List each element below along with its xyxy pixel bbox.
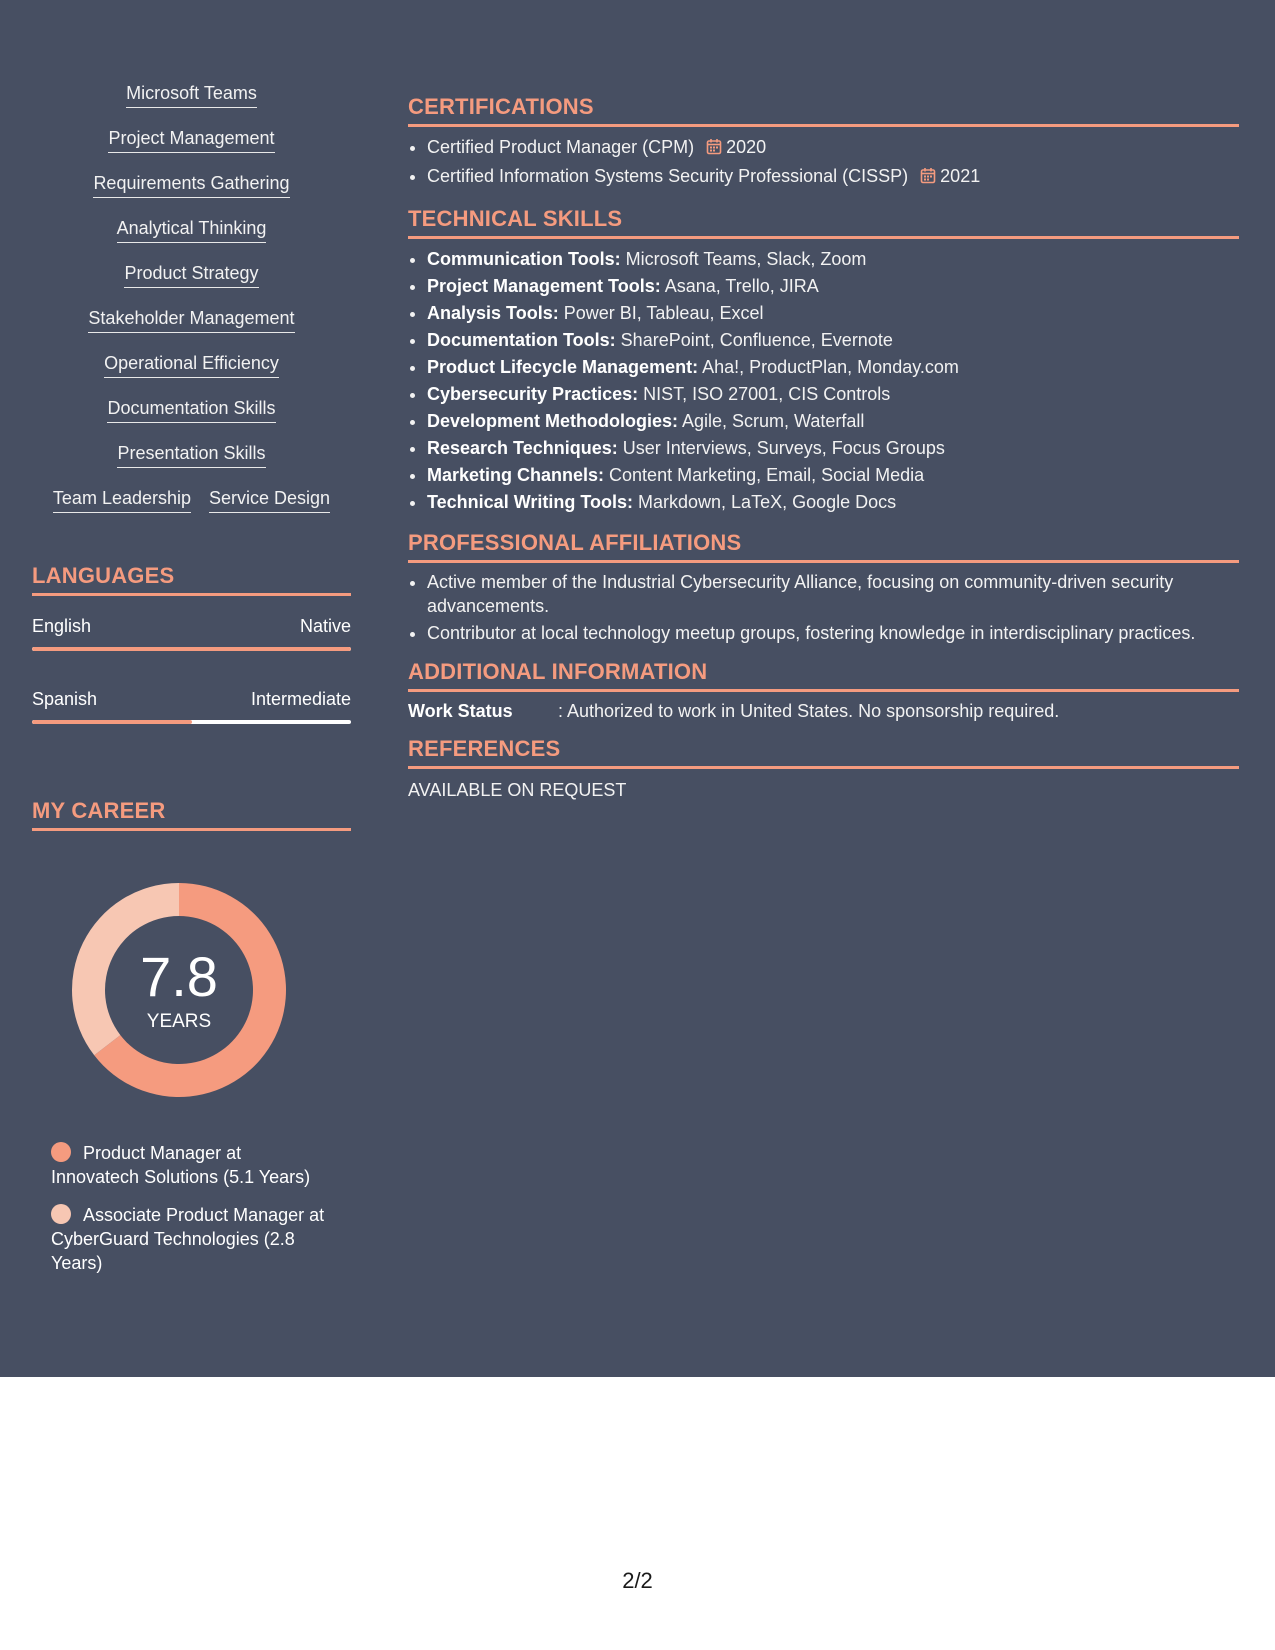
certification-name: Certified Information Systems Security Professional (CISSP) (427, 166, 909, 186)
language-proficiency-bar (32, 720, 351, 724)
technical-skill-item (427, 462, 1239, 489)
technical-skills-list (408, 246, 1239, 516)
affiliations-title: PROFESSIONAL AFFILIATIONS (408, 530, 1239, 563)
technical-skill-label: Communication Tools: (427, 249, 621, 269)
technical-skill-value: Content Marketing, Email, Social Media (604, 465, 925, 485)
affiliation-item: • Active member of the Industrial Cybersecurity Alliance, focusing on community-driven security advancements. (427, 570, 1239, 618)
skill-row (32, 127, 351, 153)
additional-info-title: ADDITIONAL INFORMATION (408, 659, 1239, 692)
career-legend-item (51, 1203, 331, 1275)
references-text: AVAILABLE ON REQUEST (408, 780, 627, 800)
skill-tag: Stakeholder Management (88, 307, 294, 333)
career-legend (51, 1141, 331, 1275)
skill-tag: Project Management (108, 127, 274, 153)
technical-skill-value: Markdown, LaTeX, Google Docs (633, 492, 897, 512)
technical-skill-value: Aha!, ProductPlan, Monday.com (698, 357, 959, 377)
skill-row (32, 217, 351, 243)
technical-skill-item (427, 489, 1239, 516)
legend-label: Product Manager at Innovatech Solutions (5.1 Years) (51, 1143, 311, 1187)
technical-skill-value: Microsoft Teams, Slack, Zoom (620, 249, 867, 269)
certification-year: 2020 (726, 137, 767, 157)
calendar-icon (706, 136, 722, 163)
language-proficiency-bar (32, 647, 351, 651)
left-column (32, 82, 351, 1289)
certification-item (427, 163, 1239, 192)
certification-year: 2021 (940, 166, 981, 186)
career-donut-chart (64, 875, 294, 1105)
skill-row (32, 487, 351, 513)
technical-skill-label: Product Lifecycle Management: (427, 357, 699, 377)
technical-skill-item (427, 408, 1239, 435)
references-title: REFERENCES (408, 736, 1239, 769)
certifications-list (408, 134, 1239, 192)
skill-tag: Requirements Gathering (93, 172, 289, 198)
skill-row (32, 307, 351, 333)
skill-tag: Product Strategy (124, 262, 258, 288)
technical-skill-item (427, 273, 1239, 300)
languages-title: LANGUAGES (32, 563, 351, 596)
legend-label: Associate Product Manager at CyberGuard Technologies (2.8 Years) (51, 1205, 325, 1273)
skill-row (32, 442, 351, 468)
technical-skill-item (427, 435, 1239, 462)
skill-tag: Documentation Skills (107, 397, 275, 423)
certifications-title: CERTIFICATIONS (408, 94, 1239, 127)
technical-skill-item (427, 300, 1239, 327)
work-status-label: Work Status (408, 701, 513, 721)
career-title: MY CAREER (32, 798, 351, 831)
technical-skill-item (427, 327, 1239, 354)
technical-skill-value: Asana, Trello, JIRA (660, 276, 819, 296)
legend-dot (51, 1142, 71, 1162)
language-level: Intermediate (250, 689, 351, 709)
skills-list (32, 82, 351, 513)
technical-skill-value: User Interviews, Surveys, Focus Groups (617, 438, 945, 458)
career-total-years: 7.8 (140, 945, 218, 1008)
skill-row (32, 397, 351, 423)
skill-row (32, 82, 351, 108)
calendar-icon (920, 165, 936, 192)
work-status-row (408, 701, 1239, 722)
skill-row (32, 172, 351, 198)
language-level: Native (299, 616, 351, 636)
technical-skill-label: Research Techniques: (427, 438, 618, 458)
legend-dot (51, 1204, 71, 1224)
certification-item (427, 134, 1239, 163)
technical-skill-value: Agile, Scrum, Waterfall (678, 411, 865, 431)
certification-name: Certified Product Manager (CPM) (427, 137, 695, 157)
language-spanish (32, 689, 351, 724)
language-name: English (32, 616, 92, 636)
technical-skill-label: Development Methodologies: (427, 411, 679, 431)
skill-tag: Presentation Skills (117, 442, 265, 468)
language-proficiency-fill (32, 720, 192, 724)
skill-tag: Microsoft Teams (126, 82, 257, 108)
technical-skills-title: TECHNICAL SKILLS (408, 206, 1239, 239)
technical-skill-label: Project Management Tools: (427, 276, 661, 296)
technical-skill-item (427, 381, 1239, 408)
technical-skill-item (427, 246, 1239, 273)
affiliations-list (408, 570, 1239, 645)
language-proficiency-fill (32, 647, 351, 651)
technical-skill-label: Analysis Tools: (427, 303, 559, 323)
technical-skill-value: NIST, ISO 27001, CIS Controls (638, 384, 891, 404)
technical-skill-label: Cybersecurity Practices: (427, 384, 639, 404)
technical-skill-label: Technical Writing Tools: (427, 492, 634, 512)
skill-tag: Analytical Thinking (117, 217, 267, 243)
right-column (408, 94, 1239, 801)
language-name: Spanish (32, 689, 98, 709)
technical-skill-value: Power BI, Tableau, Excel (558, 303, 764, 323)
page-number: 2/2 (622, 1568, 653, 1593)
technical-skill-value: SharePoint, Confluence, Evernote (615, 330, 893, 350)
skill-tag: Service Design (209, 487, 330, 513)
skill-row (32, 262, 351, 288)
career-total-unit: YEARS (146, 1011, 212, 1032)
skill-row (32, 352, 351, 378)
technical-skill-label: Documentation Tools: (427, 330, 616, 350)
technical-skill-item (427, 354, 1239, 381)
skill-tag: Operational Efficiency (104, 352, 279, 378)
career-legend-item (51, 1141, 331, 1189)
affiliation-item: • Contributor at local technology meetup groups, fostering knowledge in interdisciplinary practices. (427, 621, 1239, 645)
work-status-value: : Authorized to work in United States. No sponsorship required. (558, 701, 1060, 721)
technical-skill-label: Marketing Channels: (427, 465, 605, 485)
language-english (32, 616, 351, 651)
skill-tag: Team Leadership (53, 487, 191, 513)
